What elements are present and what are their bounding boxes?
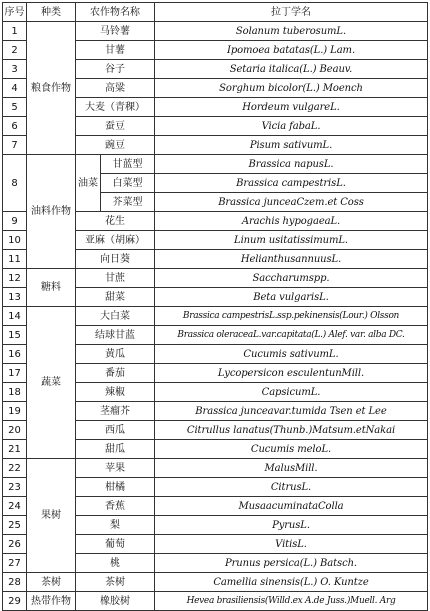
latin-name: MalusMill. — [155, 459, 428, 478]
category-cell: 糖料 — [27, 269, 76, 307]
crop-name: 向日葵 — [76, 250, 155, 269]
latin-name: Arachis hypogaeaL. — [155, 212, 428, 231]
crop-name: 甜瓜 — [76, 440, 155, 459]
row-no: 9 — [3, 212, 27, 231]
row-no: 3 — [3, 60, 27, 79]
crop-name: 亚麻（胡麻） — [76, 231, 155, 250]
row-no: 24 — [3, 497, 27, 516]
crop-name: 香蕉 — [76, 497, 155, 516]
crop-table — [2, 2, 428, 611]
table-row — [3, 307, 428, 326]
table-row — [3, 155, 428, 174]
row-no: 15 — [3, 326, 27, 345]
header-crop: 农作物名称 — [76, 3, 155, 22]
row-no: 14 — [3, 307, 27, 326]
crop-name: 结球甘蓝 — [76, 326, 155, 345]
category-cell: 茶树 — [27, 573, 76, 592]
header-category: 种类 — [27, 3, 76, 22]
row-no: 17 — [3, 364, 27, 383]
latin-name: Solanum tuberosumL. — [155, 22, 428, 41]
latin-name: Brassica campestrisL. — [155, 174, 428, 193]
crop-name: 甜菜 — [76, 288, 155, 307]
crop-name: 大白菜 — [76, 307, 155, 326]
row-no: 27 — [3, 554, 27, 573]
crop-subtype: 白菜型 — [101, 174, 155, 193]
latin-name: Brassica napusL. — [155, 155, 428, 174]
row-no: 26 — [3, 535, 27, 554]
table-header-row — [3, 3, 428, 22]
table-row — [3, 22, 428, 41]
category-cell: 热带作物 — [27, 592, 76, 611]
crop-name: 柑橘 — [76, 478, 155, 497]
header-latin: 拉丁学名 — [155, 3, 428, 22]
row-no: 8 — [3, 155, 27, 212]
row-no: 21 — [3, 440, 27, 459]
crop-name: 茎瘤芥 — [76, 402, 155, 421]
crop-subtype: 芥菜型 — [101, 193, 155, 212]
crop-name: 橡胶树 — [76, 592, 155, 611]
row-no: 7 — [3, 136, 27, 155]
latin-name: Saccharumspp. — [155, 269, 428, 288]
row-no: 23 — [3, 478, 27, 497]
crop-name: 谷子 — [76, 60, 155, 79]
crop-name: 马铃薯 — [76, 22, 155, 41]
category-cell: 果树 — [27, 459, 76, 573]
latin-name: Hevea brasiliensis(Willd.ex A.de Juss.)Muell. Arg — [155, 592, 428, 611]
row-no: 11 — [3, 250, 27, 269]
row-no: 20 — [3, 421, 27, 440]
crop-name: 梨 — [76, 516, 155, 535]
row-no: 25 — [3, 516, 27, 535]
latin-name: CapsicumL. — [155, 383, 428, 402]
latin-name: Sorghum bicolor(L.) Moench — [155, 79, 428, 98]
latin-name: Ipomoea batatas(L.) Lam. — [155, 41, 428, 60]
crop-name: 苹果 — [76, 459, 155, 478]
latin-name: Lycopersicon esculentunMill. — [155, 364, 428, 383]
latin-name: Cucumis sativumL. — [155, 345, 428, 364]
crop-name: 大麦（青稞） — [76, 98, 155, 117]
crop-name: 番茄 — [76, 364, 155, 383]
latin-name: Camellia sinensis(L.) O. Kuntze — [155, 573, 428, 592]
crop-name: 黄瓜 — [76, 345, 155, 364]
latin-name: VitisL. — [155, 535, 428, 554]
crop-name: 花生 — [76, 212, 155, 231]
row-no: 29 — [3, 592, 27, 611]
crop-name: 甘蔗 — [76, 269, 155, 288]
latin-name: Hordeum vulgareL. — [155, 98, 428, 117]
row-no: 12 — [3, 269, 27, 288]
row-no: 19 — [3, 402, 27, 421]
crop-name: 油菜 — [76, 155, 101, 212]
latin-name: Vicia fabaL. — [155, 117, 428, 136]
crop-name: 豌豆 — [76, 136, 155, 155]
row-no: 10 — [3, 231, 27, 250]
document-page — [2, 2, 428, 611]
latin-name: Cucumis meloL. — [155, 440, 428, 459]
row-no: 5 — [3, 98, 27, 117]
latin-name: Citrullus lanatus(Thunb.)Matsum.etNakai — [155, 421, 428, 440]
latin-name: Brassica oleraceaL.var.capitata(L.) Alef. var. alba DC. — [155, 326, 428, 345]
latin-name: MusaacuminataColla — [155, 497, 428, 516]
row-no: 1 — [3, 22, 27, 41]
crop-name: 桃 — [76, 554, 155, 573]
row-no: 28 — [3, 573, 27, 592]
row-no: 4 — [3, 79, 27, 98]
table-row — [3, 573, 428, 592]
row-no: 6 — [3, 117, 27, 136]
latin-name: Beta vulgarisL. — [155, 288, 428, 307]
row-no: 16 — [3, 345, 27, 364]
crop-name: 高粱 — [76, 79, 155, 98]
row-no: 22 — [3, 459, 27, 478]
crop-name: 茶树 — [76, 573, 155, 592]
crop-name: 甘薯 — [76, 41, 155, 60]
latin-name: HelianthusannuusL. — [155, 250, 428, 269]
table-row — [3, 592, 428, 611]
latin-name: Prunus persica(L.) Batsch. — [155, 554, 428, 573]
crop-name: 西瓜 — [76, 421, 155, 440]
latin-name: CitrusL. — [155, 478, 428, 497]
table-row — [3, 459, 428, 478]
latin-name: PyrusL. — [155, 516, 428, 535]
latin-name: Setaria italica(L.) Beauv. — [155, 60, 428, 79]
crop-name: 辣椒 — [76, 383, 155, 402]
table-row — [3, 269, 428, 288]
latin-name: Pisum sativumL. — [155, 136, 428, 155]
latin-name: Brassica junceavar.tumida Tsen et Lee — [155, 402, 428, 421]
crop-subtype: 甘蓝型 — [101, 155, 155, 174]
category-cell: 蔬菜 — [27, 307, 76, 459]
row-no: 13 — [3, 288, 27, 307]
latin-name: Brassica campestrisL.ssp.pekinensis(Lour.) Olsson — [155, 307, 428, 326]
crop-name: 葡萄 — [76, 535, 155, 554]
row-no: 18 — [3, 383, 27, 402]
row-no: 2 — [3, 41, 27, 60]
category-cell: 粮食作物 — [27, 22, 76, 155]
header-no: 序号 — [3, 3, 27, 22]
latin-name: Brassica junceaCzem.et Coss — [155, 193, 428, 212]
latin-name: Linum usitatissimumL. — [155, 231, 428, 250]
category-cell: 油料作物 — [27, 155, 76, 269]
crop-name: 蚕豆 — [76, 117, 155, 136]
